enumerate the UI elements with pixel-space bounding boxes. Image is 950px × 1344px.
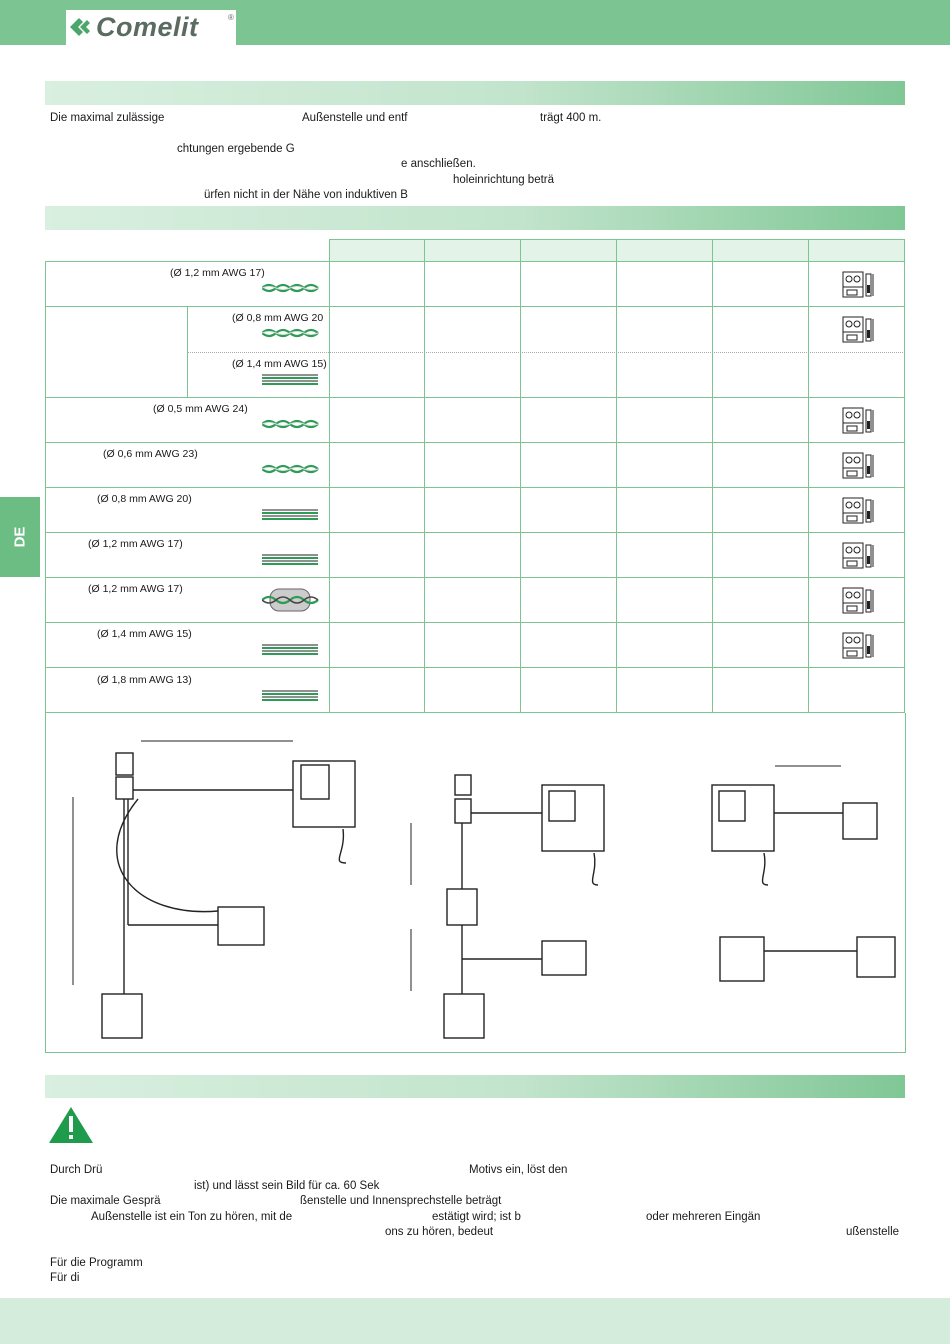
cable-spec-label: (Ø 0,8 mm AWG 20) [97, 493, 192, 505]
section2-text: ons zu hören, bedeut [385, 1226, 494, 1238]
grid-line [904, 239, 905, 713]
grid-line [520, 239, 521, 713]
brand-name: Comelit [96, 12, 199, 42]
grid-line [329, 239, 905, 240]
entrance-panel-camera [116, 753, 133, 775]
grid-line [45, 442, 905, 443]
section1-text: chtungen ergebende G [177, 143, 295, 155]
terminal-block-icon [842, 407, 878, 435]
grid-line [808, 239, 809, 713]
wiring-diagram-svg [46, 713, 905, 1052]
grid-line [45, 667, 905, 668]
grid-line [712, 239, 713, 713]
grid-line [45, 622, 905, 623]
terminal-block-icon [842, 632, 878, 660]
section1-text: holeinrichtung beträ [453, 174, 555, 186]
section2-text: ist) und lässt sein Bild für ca. 60 Sek [194, 1180, 380, 1192]
section2-text: Durch Drü [50, 1164, 103, 1176]
table-header-cell [809, 239, 905, 261]
grid-line [45, 261, 905, 262]
section1-text: Die maximal zulässige [50, 112, 165, 124]
twisted-cable-icon [262, 461, 320, 481]
grid-line [45, 532, 905, 533]
terminal-block-icon [842, 587, 878, 615]
parallel-cable-icon [262, 687, 320, 707]
section2-text: Für di [50, 1272, 80, 1284]
language-tab[interactable] [0, 497, 40, 577]
cable-spec-label: (Ø 1,2 mm AWG 17) [170, 267, 265, 279]
cable-spec-label: (Ø 1,2 mm AWG 17) [88, 583, 183, 595]
warning-icon [48, 1106, 94, 1144]
grid-line [45, 487, 905, 488]
terminal-block-icon [842, 316, 878, 344]
cable-spec-label: (Ø 1,2 mm AWG 17) [88, 538, 183, 550]
grid-line [45, 261, 46, 713]
footer-bar [0, 1298, 950, 1344]
parallel-cable-icon [262, 641, 320, 661]
cable-spec-label: (Ø 1,4 mm AWG 15) [232, 358, 327, 370]
grid-line [329, 239, 330, 713]
comelit-logo-icon [66, 10, 96, 45]
parallel-cable-icon [262, 506, 320, 526]
cable-spec-label: (Ø 1,8 mm AWG 13) [97, 674, 192, 686]
twisted-cable-icon [262, 280, 320, 300]
twisted-cable-icon [262, 416, 320, 436]
brand-registered: ® [228, 13, 234, 22]
cable-spec-label: (Ø 0,8 mm AWG 20 [232, 312, 324, 324]
grid-line-dotted [188, 352, 905, 353]
section-band-3 [45, 1075, 905, 1098]
grid-line [45, 577, 905, 578]
section2-text: estätigt wird; ist b [432, 1211, 521, 1223]
terminal-block-icon [842, 542, 878, 570]
table-header-cell [521, 239, 617, 261]
section2-text: Motivs ein, löst den [469, 1164, 568, 1176]
wiring-diagram [45, 713, 906, 1053]
parallel-cable-icon [262, 551, 320, 571]
table-header-cell [617, 239, 713, 261]
shielded-cable-icon [262, 586, 320, 616]
table-header-cell [425, 239, 521, 261]
grid-line [424, 239, 425, 713]
section2-text: oder mehreren Eingän [646, 1211, 761, 1223]
section2-text: Außenstelle ist ein Ton zu hören, mit de [91, 1211, 293, 1223]
terminal-block-icon [842, 452, 878, 480]
section-band-2 [45, 206, 905, 230]
section1-text: ürfen nicht in der Nähe von induktiven B [204, 189, 408, 201]
grid-line [45, 397, 905, 398]
cable-spec-label: (Ø 0,5 mm AWG 24) [153, 403, 248, 415]
grid-line [616, 239, 617, 713]
section1-text: e anschließen. [401, 158, 476, 170]
section2-text: ußenstelle [846, 1226, 900, 1238]
section-band-1 [45, 81, 905, 105]
parallel-cable-icon [262, 371, 320, 391]
cable-spec-label: (Ø 1,4 mm AWG 15) [97, 628, 192, 640]
terminal-block-icon [842, 271, 878, 299]
section2-text: Für die Programm [50, 1257, 143, 1269]
section1-text: Außenstelle und entf [302, 112, 408, 124]
section1-text: trägt 400 m. [540, 112, 602, 124]
section2-text: Die maximale Gesprä [50, 1195, 161, 1207]
terminal-block-icon [842, 497, 878, 525]
table-header-cell [329, 239, 426, 261]
grid-line [45, 306, 905, 307]
grid-line [187, 306, 188, 397]
language-tab-label: DE [11, 526, 29, 548]
cable-spec-label: (Ø 0,6 mm AWG 23) [103, 448, 198, 460]
brand-logo [66, 10, 236, 45]
twisted-cable-icon [262, 325, 320, 345]
section2-text: ßenstelle und Innensprechstelle beträgt [300, 1195, 502, 1207]
entrance-panel-buttons [116, 777, 133, 799]
table-header-cell [713, 239, 809, 261]
